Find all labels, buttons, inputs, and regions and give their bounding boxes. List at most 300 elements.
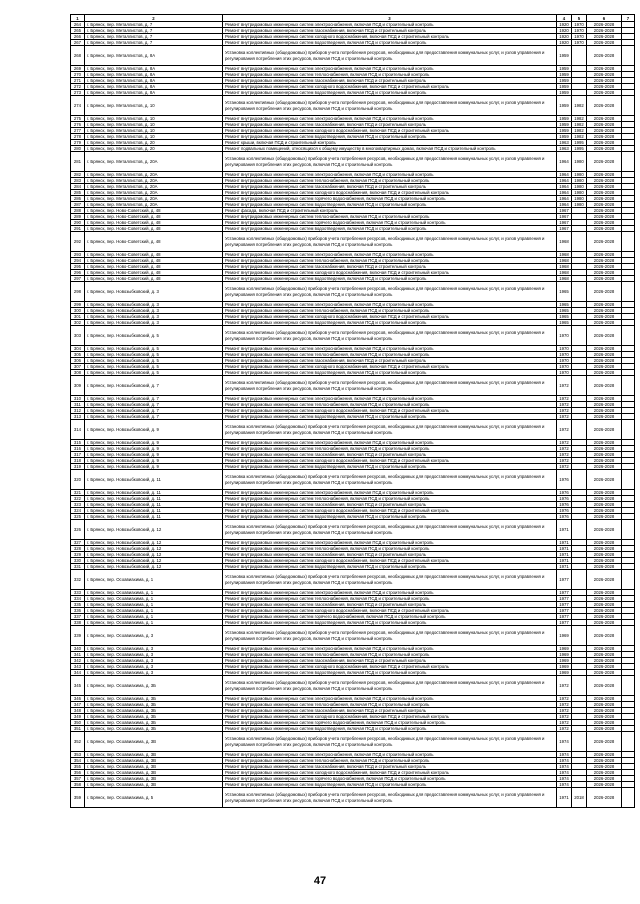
work-type-cell: Ремонт внутридомовых инженерных систем холодного водоснабжения, включая ПСД и строительный контроль	[223, 408, 557, 414]
build-year-cell: 1977	[557, 620, 572, 626]
address-cell: г. Брянск, пер. Осоавиахима, д. 3Б	[85, 676, 223, 696]
build-year-cell: 1976	[557, 470, 572, 490]
work-type-cell: Ремонт внутридомовых инженерных систем водоотведения, включая ПСД и строительный контроль	[223, 564, 557, 570]
build-year-cell: 1969	[557, 664, 572, 670]
planned-period-cell: 2026-2028	[587, 658, 622, 664]
work-type-cell: Ремонт внутридомовых инженерных систем газоснабжения, включая ПСД и строительный контроль	[223, 764, 557, 770]
row-number: 303	[71, 326, 85, 346]
address-cell: г. Брянск, пер. Новозыбковский, д. 5	[85, 346, 223, 352]
planned-period-cell: 2026-2028	[587, 116, 622, 122]
row-number: 283	[71, 178, 85, 184]
address-cell: г. Брянск, пер. Металлистов, д. 7	[85, 28, 223, 34]
work-type-cell: Установка коллективных (общедомовых) приборов учета потребления ресурсов, необходимых для предоставления коммунальных услуг, и узлов управления и регулирования потребления этих ресурсов, включая ПСД и строительный контроль	[223, 788, 557, 808]
planned-period-cell: 2026-2028	[587, 490, 622, 496]
row-number: 350	[71, 720, 85, 726]
table-row	[71, 232, 635, 252]
build-year-cell: 1972	[557, 446, 572, 452]
work-type-cell: Ремонт внутридомовых инженерных систем водоотведения, включая ПСД и строительный контроль	[223, 276, 557, 282]
planned-period-cell: 2026-2028	[587, 202, 622, 208]
table-header-row	[71, 15, 635, 22]
address-cell: г. Брянск, пер. Осоавиахима, д. 1	[85, 614, 223, 620]
table-row	[71, 520, 635, 540]
row-number: 300	[71, 308, 85, 314]
planned-period-cell: 2026-2028	[587, 22, 622, 28]
row-number: 345	[71, 676, 85, 696]
address-cell: г. Брянск, пер. Ново-Советский, д. 48	[85, 264, 223, 270]
address-cell: г. Брянск, пер. Металлистов, д. 8А	[85, 78, 223, 84]
build-year-cell: 1968	[557, 232, 572, 252]
build-year-cell: 1976	[557, 514, 572, 520]
address-cell: г. Брянск, пер. Осоавиахима, д. 1	[85, 602, 223, 608]
note-cell	[622, 282, 635, 302]
build-year-cell: 1959	[557, 134, 572, 140]
planned-period-cell: 2026-2028	[587, 214, 622, 220]
last-repair-year-cell: 1980	[572, 178, 587, 184]
planned-period-cell: 2026-2028	[587, 352, 622, 358]
address-cell: г. Брянск, пер. Осоавиахима, д. 3Б	[85, 702, 223, 708]
address-cell: г. Брянск, пер. Осоавиахима, д. 3	[85, 626, 223, 646]
work-type-cell: Ремонт внутридомовых инженерных систем водоотведения, включая ПСД и строительный контроль	[223, 320, 557, 326]
build-year-cell: 1965	[557, 314, 572, 320]
planned-period-cell: 2026-2028	[587, 620, 622, 626]
row-number: 289	[71, 214, 85, 220]
build-year-cell: 1968	[557, 270, 572, 276]
planned-period-cell: 2026-2028	[587, 782, 622, 788]
build-year-cell: 1977	[557, 590, 572, 596]
planned-period-cell: 2026-2028	[587, 232, 622, 252]
work-type-cell: Ремонт внутридомовых инженерных систем теплоснабжения, включая ПСД и строительный контроль	[223, 72, 557, 78]
last-repair-year-cell	[572, 570, 587, 590]
planned-period-cell: 2026-2028	[587, 540, 622, 546]
build-year-cell: 1971	[557, 520, 572, 540]
table-row	[71, 282, 635, 302]
work-type-cell: Ремонт внутридомовых инженерных систем холодного водоснабжения, включая ПСД и строительный контроль	[223, 770, 557, 776]
work-type-cell: Ремонт внутридомовых инженерных систем теплоснабжения, включая ПСД и строительный контроль	[223, 178, 557, 184]
row-number: 306	[71, 358, 85, 364]
address-cell: г. Брянск, пер. Новозыбковский, д. 5	[85, 364, 223, 370]
row-number: 331	[71, 564, 85, 570]
last-repair-year-cell: 1982	[572, 128, 587, 134]
planned-period-cell: 2026-2028	[587, 552, 622, 558]
note-cell	[622, 376, 635, 396]
planned-period-cell: 2026-2028	[587, 502, 622, 508]
address-cell: г. Брянск, пер. Осоавиахима, д. 3Б	[85, 714, 223, 720]
build-year-cell: 1964	[557, 178, 572, 184]
row-number: 282	[71, 172, 85, 178]
address-cell: г. Брянск, пер. Осоавиахима, д. 3В	[85, 732, 223, 752]
address-cell: г. Брянск, пер. Новозыбковский, д. 9	[85, 440, 223, 446]
work-type-cell: Ремонт внутридомовых инженерных систем водоотведения, включая ПСД и строительный контроль	[223, 40, 557, 46]
address-cell: г. Брянск, пер. Новозыбковский, д. 9	[85, 458, 223, 464]
work-type-cell: Ремонт внутридомовых инженерных систем горячего водоснабжения, включая ПСД и строительный контроль	[223, 220, 557, 226]
row-number: 309	[71, 376, 85, 396]
build-year-cell: 1972	[557, 420, 572, 440]
address-cell: г. Брянск, пер. Новозыбковский, д. 11	[85, 496, 223, 502]
last-repair-year-cell: 1970	[572, 22, 587, 28]
planned-period-cell: 2026-2028	[587, 34, 622, 40]
address-cell: г. Брянск, пер. Новозыбковский, д. 3	[85, 320, 223, 326]
address-cell: г. Брянск, пер. Новозыбковский, д. 11	[85, 490, 223, 496]
row-number: 318	[71, 458, 85, 464]
planned-period-cell: 2026-2028	[587, 608, 622, 614]
work-type-cell: Ремонт внутридомовых инженерных систем водоотведения, включая ПСД и строительный контроль	[223, 782, 557, 788]
work-type-cell: Ремонт внутридомовых инженерных систем электроснабжения, включая ПСД и строительный контроль	[223, 302, 557, 308]
planned-period-cell: 2026-2028	[587, 364, 622, 370]
last-repair-year-cell	[572, 626, 587, 646]
build-year-cell: 1976	[557, 490, 572, 496]
planned-period-cell: 2026-2028	[587, 40, 622, 46]
address-cell: г. Брянск, пер. Осоавиахима, д. 3	[85, 652, 223, 658]
row-number: 337	[71, 614, 85, 620]
row-number: 268	[71, 46, 85, 66]
address-cell: г. Брянск, пер. Осоавиахима, д. 3Б	[85, 720, 223, 726]
address-cell: г. Брянск, пер. Металлистов, д. 10	[85, 122, 223, 128]
planned-period-cell: 2026-2028	[587, 140, 622, 146]
build-year-cell: 1976	[557, 496, 572, 502]
work-type-cell: Ремонт внутридомовых инженерных систем газоснабжения, включая ПСД и строительный контроль	[223, 658, 557, 664]
row-number: 272	[71, 84, 85, 90]
planned-period-cell: 2026-2028	[587, 46, 622, 66]
row-number: 302	[71, 320, 85, 326]
row-number: 267	[71, 40, 85, 46]
address-cell: г. Брянск, пер. Осоавиахима, д. 3	[85, 646, 223, 652]
planned-period-cell: 2026-2028	[587, 452, 622, 458]
planned-period-cell: 2026-2028	[587, 664, 622, 670]
repair-program-table	[70, 14, 635, 808]
build-year-cell: 1970	[557, 352, 572, 358]
planned-period-cell: 2026-2028	[587, 264, 622, 270]
row-number: 352	[71, 732, 85, 752]
work-type-cell: Ремонт внутридомовых инженерных систем холодного водоснабжения, включая ПСД и строительный контроль	[223, 190, 557, 196]
row-number: 340	[71, 646, 85, 652]
address-cell: г. Брянск, пер. Металлистов, д. 20А	[85, 196, 223, 202]
work-type-cell: Ремонт внутридомовых инженерных систем водоотведения, включая ПСД и строительный контроль	[223, 464, 557, 470]
row-number: 320	[71, 470, 85, 490]
table-row	[71, 46, 635, 66]
row-number: 311	[71, 402, 85, 408]
planned-period-cell: 2026-2028	[587, 626, 622, 646]
build-year-cell: 1970	[557, 370, 572, 376]
build-year-cell: 1970	[557, 346, 572, 352]
address-cell: г. Брянск, пер. Металлистов, д. 7	[85, 34, 223, 40]
work-type-cell: Установка коллективных (общедомовых) приборов учета потребления ресурсов, необходимых для предоставления коммунальных услуг, и узлов управления и регулирования потребления этих ресурсов, включая ПСД и строительный контроль	[223, 470, 557, 490]
last-repair-year-cell	[572, 232, 587, 252]
row-number: 342	[71, 658, 85, 664]
work-type-cell: Ремонт внутридомовых инженерных систем электроснабжения, включая ПСД и строительный контроль	[223, 172, 557, 178]
row-number: 264	[71, 22, 85, 28]
planned-period-cell: 2026-2028	[587, 320, 622, 326]
last-repair-year-cell	[572, 46, 587, 66]
build-year-cell: 1959	[557, 128, 572, 134]
last-repair-year-cell: 1980	[572, 190, 587, 196]
build-year-cell: 1967	[557, 226, 572, 232]
planned-period-cell: 2026-2028	[587, 570, 622, 590]
build-year-cell: 1972	[557, 402, 572, 408]
build-year-cell: 1965	[557, 320, 572, 326]
row-number: 313	[71, 414, 85, 420]
work-type-cell: Установка коллективных (общедомовых) приборов учета потребления ресурсов, необходимых для предоставления коммунальных услуг, и узлов управления и регулирования потребления этих ресурсов, включая ПСД и строительный контроль	[223, 376, 557, 396]
row-number: 323	[71, 502, 85, 508]
build-year-cell: 1972	[557, 458, 572, 464]
note-cell	[622, 732, 635, 752]
work-type-cell: Ремонт внутридомовых инженерных систем холодного водоснабжения, включая ПСД и строительный контроль	[223, 84, 557, 90]
address-cell: г. Брянск, пер. Металлистов, д. 10	[85, 96, 223, 116]
table-row	[71, 96, 635, 116]
planned-period-cell: 2026-2028	[587, 564, 622, 570]
planned-period-cell: 2026-2028	[587, 720, 622, 726]
address-cell: г. Брянск, пер. Ново-Советский, д. 48	[85, 220, 223, 226]
work-type-cell: Установка коллективных (общедомовых) приборов учета потребления ресурсов, необходимых для предоставления коммунальных услуг, и узлов управления и регулирования потребления этих ресурсов, включая ПСД и строительный контроль	[223, 732, 557, 752]
row-number: 346	[71, 696, 85, 702]
build-year-cell: 1976	[557, 502, 572, 508]
work-type-cell: Ремонт внутридомовых инженерных систем электроснабжения, включая ПСД и строительный контроль	[223, 396, 557, 402]
build-year-cell: 1971	[557, 546, 572, 552]
work-type-cell: Ремонт внутридомовых инженерных систем холодного водоснабжения, включая ПСД и строительный контроль	[223, 664, 557, 670]
header-col-2: 2	[85, 15, 223, 22]
build-year-cell: 1964	[557, 184, 572, 190]
row-number: 333	[71, 590, 85, 596]
row-number: 266	[71, 34, 85, 40]
build-year-cell: 1963	[557, 140, 572, 146]
planned-period-cell: 2026-2028	[587, 614, 622, 620]
build-year-cell: 1977	[557, 570, 572, 590]
build-year-cell: 1920	[557, 28, 572, 34]
build-year-cell: 1959	[557, 84, 572, 90]
build-year-cell: 1920	[557, 22, 572, 28]
work-type-cell: Ремонт внутридомовых инженерных систем теплоснабжения, включая ПСД и строительный контроль	[223, 402, 557, 408]
build-year-cell: 1967	[557, 214, 572, 220]
row-number: 316	[71, 446, 85, 452]
planned-period-cell: 2026-2028	[587, 590, 622, 596]
row-number: 270	[71, 72, 85, 78]
header-col-5: 5	[572, 15, 587, 22]
note-cell	[622, 676, 635, 696]
last-repair-year-cell	[572, 376, 587, 396]
build-year-cell: 1969	[557, 646, 572, 652]
row-number: 315	[71, 440, 85, 446]
row-number: 347	[71, 702, 85, 708]
table-row	[71, 376, 635, 396]
address-cell: г. Брянск, пер. Новозыбковский, д. 11	[85, 514, 223, 520]
work-type-cell: Ремонт внутридомовых инженерных систем холодного водоснабжения, включая ПСД и строительный контроль	[223, 314, 557, 320]
last-repair-year-cell	[572, 470, 587, 490]
build-year-cell: 1972	[557, 440, 572, 446]
address-cell: г. Брянск, пер. Осоавиахима, д. 3Б	[85, 708, 223, 714]
row-number: 353	[71, 752, 85, 758]
build-year-cell: 1977	[557, 614, 572, 620]
last-repair-year-cell	[572, 520, 587, 540]
row-number: 335	[71, 602, 85, 608]
planned-period-cell: 2026-2028	[587, 270, 622, 276]
work-type-cell: Ремонт внутридомовых инженерных систем газоснабжения, включая ПСД и строительный контроль	[223, 452, 557, 458]
planned-period-cell: 2026-2028	[587, 408, 622, 414]
address-cell: г. Брянск, пер. Осоавиахима, д. 1	[85, 596, 223, 602]
table-row	[71, 326, 635, 346]
address-cell: г. Брянск, пер. Металлистов, д. 8А	[85, 46, 223, 66]
table-row	[71, 732, 635, 752]
planned-period-cell: 2026-2028	[587, 152, 622, 172]
address-cell: г. Брянск, пер. Новозыбковский, д. 3	[85, 308, 223, 314]
planned-period-cell: 2026-2028	[587, 788, 622, 808]
row-number: 284	[71, 184, 85, 190]
build-year-cell: 1965	[557, 282, 572, 302]
row-number: 351	[71, 726, 85, 732]
work-type-cell: Установка коллективных (общедомовых) приборов учета потребления ресурсов, необходимых для предоставления коммунальных услуг, и узлов управления и регулирования потребления этих ресурсов, включая ПСД и строительный контроль	[223, 326, 557, 346]
note-cell	[622, 96, 635, 116]
work-type-cell: Ремонт внутридомовых инженерных систем теплоснабжения, включая ПСД и строительный контроль	[223, 446, 557, 452]
row-number: 338	[71, 620, 85, 626]
work-type-cell: Ремонт внутридомовых инженерных систем теплоснабжения, включая ПСД и строительный контроль	[223, 546, 557, 552]
planned-period-cell: 2026-2028	[587, 326, 622, 346]
row-number: 308	[71, 370, 85, 376]
work-type-cell: Ремонт внутридомовых инженерных систем газоснабжения, включая ПСД и строительный контроль	[223, 552, 557, 558]
address-cell: г. Брянск, пер. Металлистов, д. 7	[85, 40, 223, 46]
planned-period-cell: 2026-2028	[587, 282, 622, 302]
build-year-cell: 1972	[557, 720, 572, 726]
address-cell: г. Брянск, пер. Осоавиахима, д. 3	[85, 658, 223, 664]
planned-period-cell: 2026-2028	[587, 776, 622, 782]
work-type-cell: Установка коллективных (общедомовых) приборов учета потребления ресурсов, необходимых для предоставления коммунальных услуг, и узлов управления и регулирования потребления этих ресурсов, включая ПСД и строительный контроль	[223, 676, 557, 696]
last-repair-year-cell: 1982	[572, 134, 587, 140]
build-year-cell: 1972	[557, 714, 572, 720]
work-type-cell: Установка коллективных (общедомовых) приборов учета потребления ресурсов, необходимых для предоставления коммунальных услуг, и узлов управления и регулирования потребления этих ресурсов, включая ПСД и строительный контроль	[223, 520, 557, 540]
build-year-cell: 1967	[557, 208, 572, 214]
planned-period-cell: 2026-2028	[587, 676, 622, 696]
work-type-cell: Ремонт внутридомовых инженерных систем холодного водоснабжения, включая ПСД и строительный контроль	[223, 458, 557, 464]
planned-period-cell: 2026-2028	[587, 508, 622, 514]
row-number: 310	[71, 396, 85, 402]
planned-period-cell: 2026-2028	[587, 458, 622, 464]
build-year-cell: 1969	[557, 658, 572, 664]
planned-period-cell: 2026-2028	[587, 558, 622, 564]
address-cell: г. Брянск, пер. Ново-Советский, д. 48	[85, 252, 223, 258]
work-type-cell: Ремонт внутридомовых инженерных систем горячего водоснабжения, включая ПСД и строительный контроль	[223, 776, 557, 782]
address-cell: г. Брянск, пер. Новозыбковский, д. 7	[85, 396, 223, 402]
row-number: 273	[71, 90, 85, 96]
row-number: 291	[71, 226, 85, 232]
planned-period-cell: 2026-2028	[587, 420, 622, 440]
last-repair-year-cell: 1980	[572, 152, 587, 172]
build-year-cell: 1964	[557, 152, 572, 172]
work-type-cell: Установка коллективных (общедомовых) приборов учета потребления ресурсов, необходимых для предоставления коммунальных услуг, и узлов управления и регулирования потребления этих ресурсов, включая ПСД и строительный контроль	[223, 232, 557, 252]
row-number: 287	[71, 202, 85, 208]
address-cell: г. Брянск, пер. Металлистов, д. 20А	[85, 172, 223, 178]
work-type-cell: Ремонт внутридомовых инженерных систем холодного водоснабжения, включая ПСД и строительный контроль	[223, 558, 557, 564]
address-cell: г. Брянск, пер. Осоавиахима, д. 1	[85, 590, 223, 596]
build-year-cell: 1968	[557, 258, 572, 264]
planned-period-cell: 2026-2028	[587, 128, 622, 134]
address-cell: г. Брянск, пер. Новозыбковский, д. 5	[85, 352, 223, 358]
address-cell: г. Брянск, пер. Ново-Советский, д. 48	[85, 208, 223, 214]
planned-period-cell: 2026-2028	[587, 178, 622, 184]
build-year-cell: 1970	[557, 364, 572, 370]
row-number: 314	[71, 420, 85, 440]
build-year-cell: 1972	[557, 408, 572, 414]
work-type-cell: Ремонт внутридомовых инженерных систем электроснабжения, включая ПСД и строительный контроль	[223, 696, 557, 702]
build-year-cell: 1968	[557, 264, 572, 270]
work-type-cell: Ремонт внутридомовых инженерных систем электроснабжения, включая ПСД и строительный контроль	[223, 252, 557, 258]
table-row	[71, 420, 635, 440]
page-number: 47	[313, 875, 327, 887]
address-cell: г. Брянск, пер. Новозыбковский, д. 9	[85, 446, 223, 452]
header-col-1: 1	[71, 15, 85, 22]
last-repair-year-cell: 2018	[572, 788, 587, 808]
planned-period-cell: 2026-2028	[587, 696, 622, 702]
planned-period-cell: 2026-2028	[587, 226, 622, 232]
row-number: 330	[71, 558, 85, 564]
address-cell: г. Брянск, пер. Осоавиахима, д. 3В	[85, 776, 223, 782]
build-year-cell: 1969	[557, 652, 572, 658]
row-number: 312	[71, 408, 85, 414]
work-type-cell: Ремонт внутридомовых инженерных систем водоотведения, включая ПСД и строительный контроль	[223, 620, 557, 626]
address-cell: г. Брянск, пер. Ново-Советский, д. 48	[85, 276, 223, 282]
build-year-cell: 1968	[557, 276, 572, 282]
address-cell: г. Брянск, пер. Ново-Советский, д. 48	[85, 270, 223, 276]
address-cell: г. Брянск, пер. Металлистов, д. 8А	[85, 66, 223, 72]
build-year-cell: 1977	[557, 608, 572, 614]
address-cell: г. Брянск, пер. Осоавиахима, д. 3	[85, 670, 223, 676]
row-number: 276	[71, 122, 85, 128]
row-number: 275	[71, 116, 85, 122]
address-cell: г. Брянск, пер. Новозыбковский, д. 3	[85, 282, 223, 302]
planned-period-cell: 2026-2028	[587, 652, 622, 658]
planned-period-cell: 2026-2028	[587, 258, 622, 264]
build-year-cell: 1972	[557, 452, 572, 458]
planned-period-cell: 2026-2028	[587, 440, 622, 446]
build-year-cell: 1965	[557, 308, 572, 314]
address-cell: г. Брянск, пер. Ново-Советский, д. 48	[85, 226, 223, 232]
row-number: 339	[71, 626, 85, 646]
address-cell: г. Брянск, пер. Новозыбковский, д. 12	[85, 540, 223, 546]
address-cell: г. Брянск, пер. Осоавиахима, д. 3В	[85, 764, 223, 770]
build-year-cell: 1974	[557, 764, 572, 770]
work-type-cell: Ремонт внутридомовых инженерных систем теплоснабжения, включая ПСД и строительный контроль	[223, 258, 557, 264]
planned-period-cell: 2026-2028	[587, 90, 622, 96]
address-cell: г. Брянск, пер. Новозыбковский, д. 11	[85, 508, 223, 514]
build-year-cell: 1959	[557, 96, 572, 116]
build-year-cell: 1972	[557, 708, 572, 714]
row-number: 280	[71, 146, 85, 152]
address-cell: г. Брянск, пер. Новозыбковский, д. 12	[85, 564, 223, 570]
build-year-cell: 1974	[557, 782, 572, 788]
table-row	[71, 788, 635, 808]
work-type-cell: Ремонт внутридомовых инженерных систем водоотведения, включая ПСД и строительный контроль	[223, 726, 557, 732]
row-number: 322	[71, 496, 85, 502]
planned-period-cell: 2026-2028	[587, 134, 622, 140]
planned-period-cell: 2026-2028	[587, 520, 622, 540]
work-type-cell: Установка коллективных (общедомовых) приборов учета потребления ресурсов, необходимых для предоставления коммунальных услуг, и узлов управления и регулирования потребления этих ресурсов, включая ПСД и строительный контроль	[223, 570, 557, 590]
build-year-cell: 1972	[557, 676, 572, 696]
build-year-cell: 1970	[557, 326, 572, 346]
planned-period-cell: 2026-2028	[587, 752, 622, 758]
planned-period-cell: 2026-2028	[587, 314, 622, 320]
planned-period-cell: 2026-2028	[587, 546, 622, 552]
last-repair-year-cell	[572, 732, 587, 752]
row-number: 358	[71, 782, 85, 788]
address-cell: г. Брянск, пер. Новозыбковский, д. 9	[85, 452, 223, 458]
row-number: 325	[71, 514, 85, 520]
row-number: 356	[71, 770, 85, 776]
table-body	[71, 15, 635, 808]
work-type-cell: Ремонт внутридомовых инженерных систем водоотведения, включая ПСД и строительный контроль	[223, 90, 557, 96]
address-cell: г. Брянск, пер. Новозыбковский, д. 11	[85, 502, 223, 508]
row-number: 277	[71, 128, 85, 134]
address-cell: г. Брянск, пер. Новозыбковский, д. 7	[85, 414, 223, 420]
work-type-cell: Ремонт внутридомовых инженерных систем горячего водоснабжения, включая ПСД и строительный контроль	[223, 720, 557, 726]
last-repair-year-cell	[572, 676, 587, 696]
work-type-cell: Ремонт внутридомовых инженерных систем электроснабжения, включая ПСД и строительный контроль	[223, 346, 557, 352]
planned-period-cell: 2026-2028	[587, 646, 622, 652]
